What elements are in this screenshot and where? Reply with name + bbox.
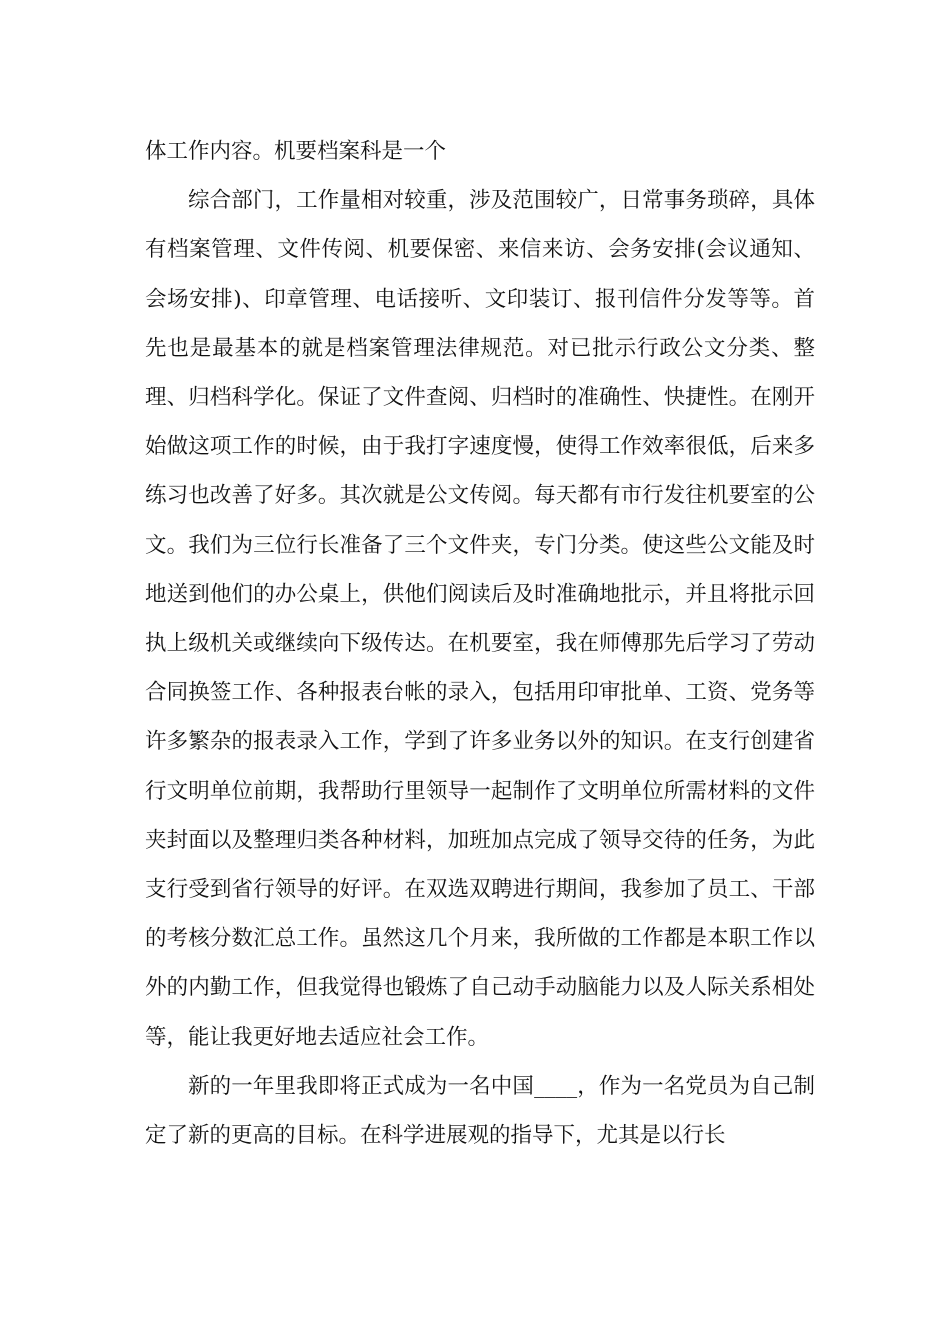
document-body bbox=[145, 127, 815, 1160]
paragraph-new-year-goals: 新的一年里我即将正式成为一名中国____，作为一名党员为自己制定了新的更高的目标。在科学进展观的指导下，尤其是以行长 bbox=[145, 1073, 815, 1149]
paragraph-work-duties: 综合部门，工作量相对较重，涉及范围较广，日常事务琐碎，具体有档案管理、文件传阅、机要保密、来信来访、会务安排(会议通知、会场安排)、印章管理、电话接听、文印装订、报刊信件分发等等。首先也是最基本的就是档案管理法律规范。对已批示行政公文分类、整理、归档科学化。保证了文件查阅、归档时的准确性、快捷性。在刚开始做这项工作的时候，由于我打字速度慢，使得工作效率很低，后来多练习也改善了好多。其次就是公文传阅。每天都有市行发往机要室的公文。我们为三位行长准备了三个文件夹，专门分类。使这些公文能及时地送到他们的办公桌上，供他们阅读后及时准确地批示，并且将批示回执上级机关或继续向下级传达。在机要室，我在师傅那先后学习了劳动合同换签工作、各种报表台帐的录入，包括用印审批单、工资、党务等许多繁杂的报表录入工作，学到了许多业务以外的知识。在支行创建省行文明单位前期，我帮助行里领导一起制作了文明单位所需材料的文件夹封面以及整理归类各种材料，加班加点完成了领导交待的任务，为此支行受到省行领导的好评。在双选双聘进行期间，我参加了员工、干部的考核分数汇总工作。虽然这几个月来，我所做的工作都是本职工作以外的内勤工作，但我觉得也锻炼了自己动手动脑能力以及人际关系相处等，能让我更好地去适应社会工作。 bbox=[145, 188, 815, 1050]
paragraph-continuation: 体工作内容。机要档案科是一个 bbox=[145, 139, 447, 164]
